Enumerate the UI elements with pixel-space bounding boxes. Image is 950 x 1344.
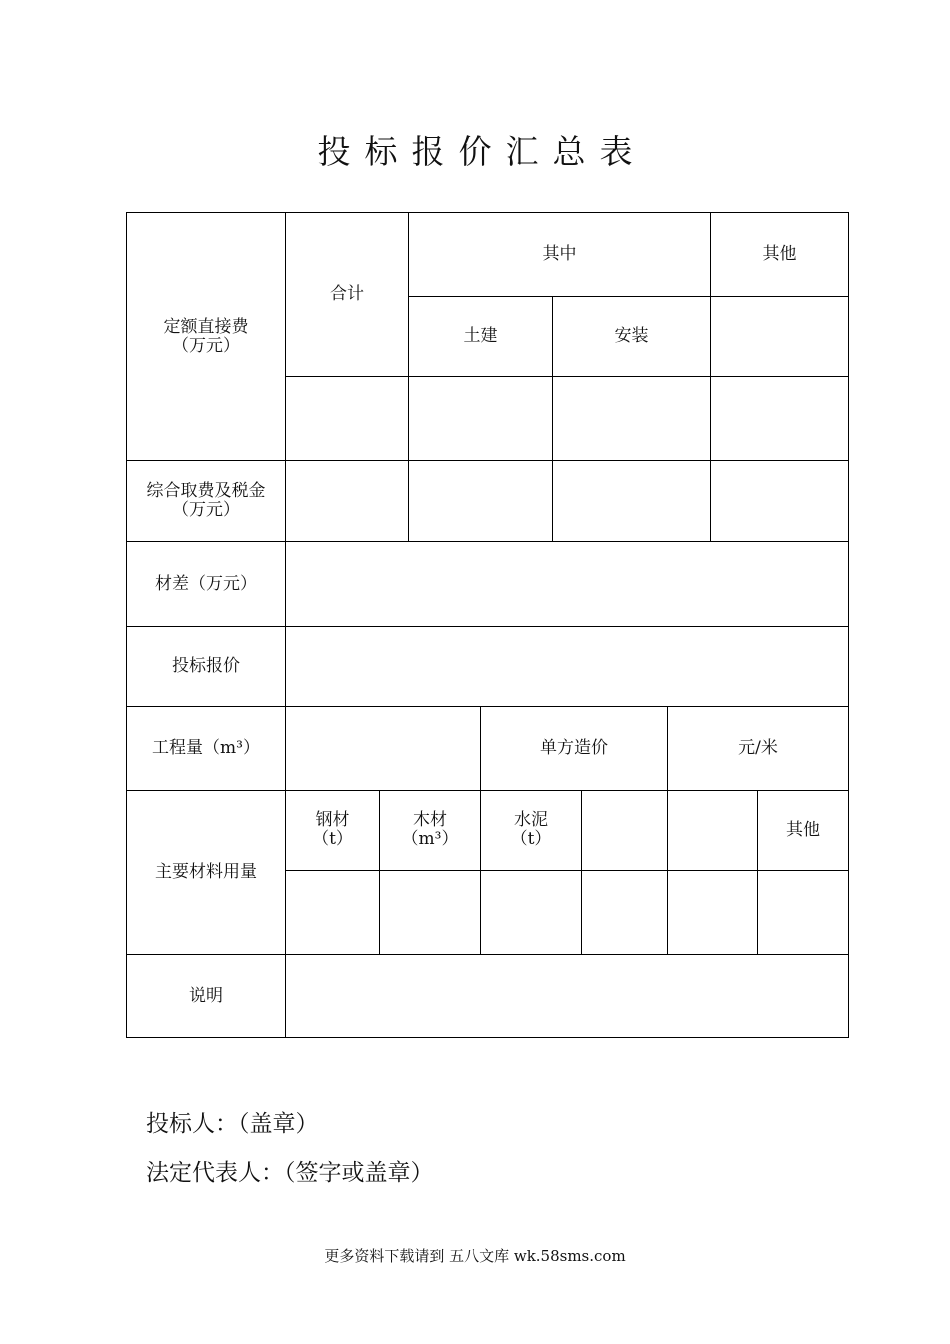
bid-summary-table xyxy=(126,212,849,1038)
download-credit: 更多资料下载请到 五八文库 wk.58sms.com xyxy=(324,1247,626,1265)
material-value-blank-1[interactable] xyxy=(582,871,668,955)
timber-header-line1: 木材 xyxy=(413,810,447,830)
fees-tax-other-cell[interactable] xyxy=(711,461,848,542)
fees-tax-civil-cell[interactable] xyxy=(409,461,553,542)
fees-tax-label-line1: 综合取费及税金 xyxy=(146,481,266,501)
fees-tax-label-line2: （万元） xyxy=(172,500,240,520)
civil-header: 土建 xyxy=(409,297,553,377)
bid-price-label: 投标报价 xyxy=(127,627,286,707)
material-header-blank-1 xyxy=(582,791,668,871)
legal-representative-line: 法定代表人：（签字或盖章） xyxy=(146,1160,434,1186)
bid-price-value-cell[interactable] xyxy=(286,627,848,707)
timber-header xyxy=(380,791,481,871)
fees-tax-install-cell[interactable] xyxy=(553,461,711,542)
material-value-blank-2[interactable] xyxy=(668,871,758,955)
steel-header-line1: 钢材 xyxy=(315,810,350,830)
total-header: 合计 xyxy=(286,213,409,377)
install-header: 安装 xyxy=(553,297,711,377)
direct-cost-label-line1: 定额直接费 xyxy=(163,316,249,337)
direct-cost-label-line2: （万元） xyxy=(172,335,240,356)
quantity-value-cell[interactable] xyxy=(286,707,481,791)
cement-header-line2: （t） xyxy=(510,829,552,849)
material-header-blank-2 xyxy=(668,791,758,871)
other-subheader-blank xyxy=(711,297,848,377)
unit-cost-unit: 元/米 xyxy=(668,707,848,791)
remarks-label: 说明 xyxy=(127,955,286,1037)
fees-tax-total-cell[interactable] xyxy=(286,461,409,542)
material-diff-label: 材差（万元） xyxy=(127,542,286,627)
page-title: 投标报价汇总表 xyxy=(317,132,647,171)
direct-cost-other-cell[interactable] xyxy=(711,377,848,461)
cement-value-cell[interactable] xyxy=(481,871,582,955)
material-diff-value-cell[interactable] xyxy=(286,542,848,627)
bidder-seal-line: 投标人：（盖章） xyxy=(146,1111,319,1137)
other-header: 其他 xyxy=(711,213,848,297)
main-materials-label: 主要材料用量 xyxy=(127,791,286,955)
remarks-value-cell[interactable] xyxy=(286,955,848,1037)
other-material-header: 其他 xyxy=(758,791,848,871)
timber-header-line2: （m³） xyxy=(401,829,459,849)
fees-tax-label xyxy=(127,461,286,542)
cement-header-line1: 水泥 xyxy=(514,810,548,830)
steel-header xyxy=(286,791,380,871)
timber-value-cell[interactable] xyxy=(380,871,481,955)
steel-header-line2: （t） xyxy=(312,829,353,849)
direct-cost-label xyxy=(127,213,286,461)
steel-value-cell[interactable] xyxy=(286,871,380,955)
cement-header xyxy=(481,791,582,871)
other-material-value-cell[interactable] xyxy=(758,871,848,955)
direct-cost-install-cell[interactable] xyxy=(553,377,711,461)
unit-cost-label: 单方造价 xyxy=(481,707,668,791)
quantity-label: 工程量（m³） xyxy=(127,707,286,791)
of-which-header: 其中 xyxy=(409,213,711,297)
direct-cost-civil-cell[interactable] xyxy=(409,377,553,461)
direct-cost-total-cell[interactable] xyxy=(286,377,409,461)
